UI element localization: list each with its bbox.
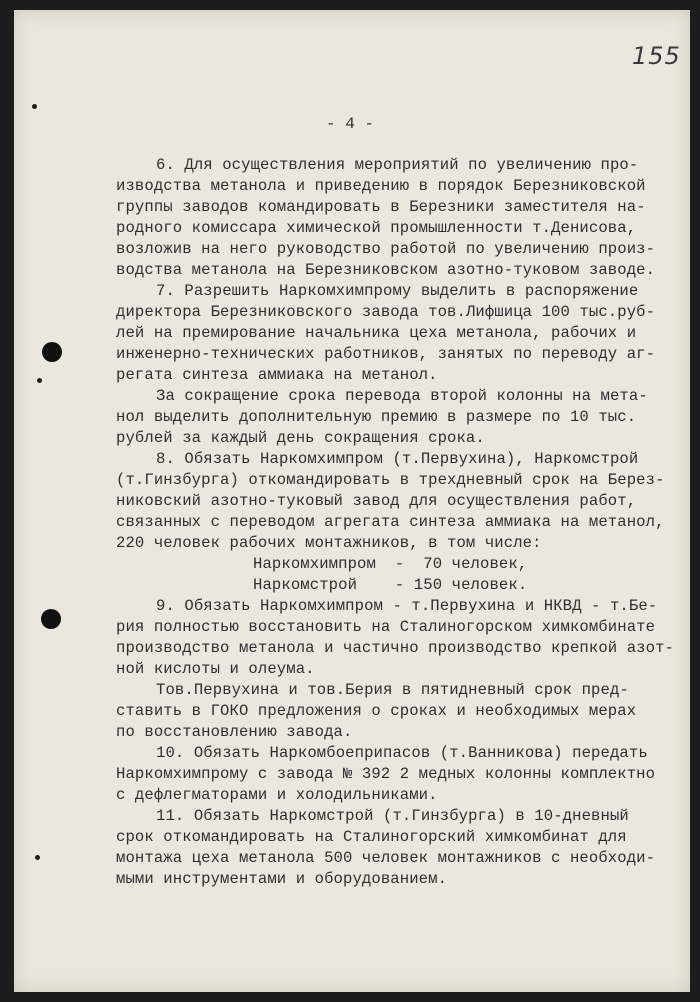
text-line: регата синтеза аммиака на метанол. [116, 366, 438, 384]
text-line: изводства метанола и приведению в порядок Березниковской [116, 177, 646, 195]
text-line: ной кислоты и олеума. [116, 660, 315, 678]
text-line: связанных с переводом агрегата синтеза аммиака на метанол, [116, 513, 665, 531]
text-line: никовский азотно-туковый завод для осуществления работ, [116, 492, 637, 510]
text-line: монтажа цеха метанола 500 человек монтажников с необходи- [116, 849, 656, 867]
text-line: Тов.Первухина и тов.Берия в пятидневный срок пред- [156, 681, 629, 699]
text-line: Наркомхимпрому с завода № 392 2 медных колонны комплектно [116, 765, 656, 783]
binder-hole [41, 609, 61, 629]
text-line: Наркомхимпром - 70 человек, [253, 555, 528, 573]
paper-speck [35, 855, 40, 860]
text-line: директора Березниковского завода тов.Лифшица 100 тыс.руб- [116, 303, 656, 321]
paper-speck [37, 378, 42, 383]
text-line: За сокращение срока перевода второй колонны на мета- [156, 387, 648, 405]
text-line: родного комиссара химической промышленности т.Денисова, [116, 219, 637, 237]
text-line: 6. Для осуществления мероприятий по увеличению про- [156, 156, 639, 174]
text-line: рублей за каждый день сокращения срока. [116, 429, 485, 447]
text-line: возложив на него руководство работой по увеличению произ- [116, 240, 656, 258]
page-number: - 4 - [325, 115, 374, 133]
text-line: инженерно-технических работников, занятых по переводу аг- [116, 345, 656, 363]
text-line: нол выделить дополнительную премию в размере по 10 тыс. [116, 408, 637, 426]
folio-number: 155 [632, 42, 681, 70]
text-line: 8. Обязать Наркомхимпром (т.Первухина), Наркомстрой [156, 450, 639, 468]
text-line: срок откомандировать на Сталиногорский химкомбинат для [116, 828, 627, 846]
text-line: 7. Разрешить Наркомхимпрому выделить в распоряжение [156, 282, 639, 300]
text-line: 9. Обязать Наркомхимпром - т.Первухина и НКВД - т.Бе- [156, 597, 658, 615]
text-line: производство метанола и частично производство крепкой азот- [116, 639, 675, 657]
text-line: рия полностью восстановить на Сталиногорском химкомбинате [116, 618, 656, 636]
text-line: лей на премирование начальника цеха метанола, рабочих и [116, 324, 637, 342]
text-line: 220 человек рабочих монтажников, в том числе: [116, 534, 542, 552]
text-line: водства метанола на Березниковском азотно-туковом заводе. [116, 261, 656, 279]
text-line: Наркомстрой - 150 человек. [253, 576, 528, 594]
text-line: (т.Гинзбурга) откомандировать в трехдневный срок на Берез- [116, 471, 665, 489]
text-line: ставить в ГОКО предложения о сроках и необходимых мерах [116, 702, 637, 720]
text-line: мыми инструментами и оборудованием. [116, 870, 448, 888]
text-line: с дефлегматорами и холодильниками. [116, 786, 438, 804]
paper-speck [32, 104, 37, 109]
text-line: 10. Обязать Наркомбоеприпасов (т.Ванникова) передать [156, 744, 648, 762]
text-line: по восстановлению завода. [116, 723, 353, 741]
text-line: 11. Обязать Наркомстрой (т.Гинзбурга) в 10-дневный [156, 807, 629, 825]
binder-hole [42, 342, 62, 362]
text-line: группы заводов командировать в Березники заместителя на- [116, 198, 646, 216]
